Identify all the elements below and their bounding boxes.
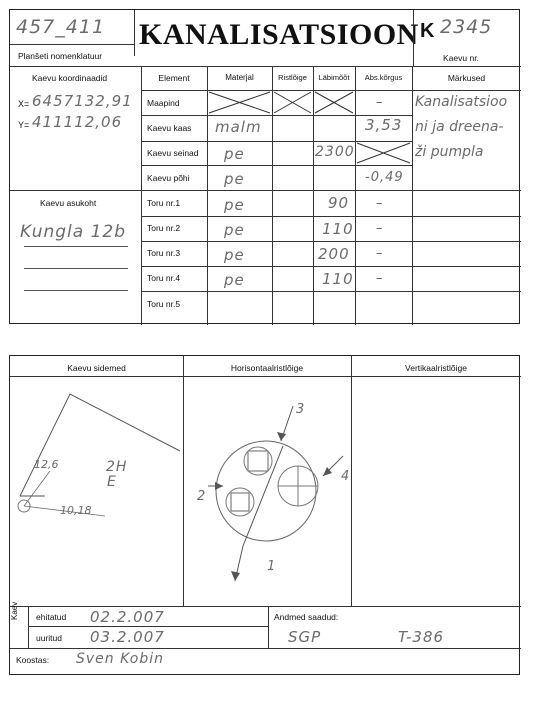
measured-label: uuritud [36, 633, 62, 643]
well-number: 2345 [440, 16, 493, 38]
well-card-top [9, 9, 520, 324]
toru-4-abs-height: – [376, 271, 384, 286]
pipe-label-2: 2 [197, 489, 207, 504]
well-number-label: Kaevu nr. [443, 53, 479, 63]
building-label-2: E [107, 474, 117, 490]
connections-sketch [10, 376, 183, 606]
data-source-label: Andmed saadud: [274, 612, 339, 622]
built-value: 02.2.007 [90, 608, 165, 626]
toru-2-abs-height: – [376, 221, 384, 236]
pipe-label-4: 4 [341, 469, 351, 484]
row-toru-3-label: Toru nr.3 [147, 248, 181, 258]
row-toru-4-label: Toru nr.4 [147, 273, 181, 283]
built-label: ehitatud [36, 612, 67, 622]
seinad-crossed-cell [355, 141, 412, 165]
toru-3-material: pe [224, 246, 245, 264]
page-title: KANALISATSIOON [139, 18, 419, 51]
distance-2: 10,18 [60, 504, 92, 517]
row-kaevu-seinad-label: Kaevu seinad [147, 148, 199, 158]
measured-value: 03.2.007 [90, 628, 165, 646]
col-material-header: Materjal [225, 73, 254, 82]
author-label: Koostas: [16, 655, 50, 665]
toru-1-abs-height: – [376, 196, 384, 211]
location-value: Kungla 12b [20, 222, 126, 242]
kaas-abs-height: 3,53 [365, 116, 403, 134]
sheet-number: 457_411 [16, 16, 106, 38]
data-source-code: T-386 [398, 628, 445, 646]
maapind-crossed-cells [207, 90, 355, 115]
pohi-material: pe [224, 170, 245, 188]
kaas-material: malm [215, 118, 262, 136]
maapind-abs-height: – [376, 95, 384, 110]
author-value: Sven Kobin [76, 651, 165, 667]
connections-label: Kaevu sidemed [67, 363, 126, 373]
toru-2-diameter: 110 [322, 220, 354, 238]
vertical-section-label: Vertikaalristlõige [405, 363, 467, 373]
toru-1-material: pe [224, 196, 245, 214]
notes-line-3: ži pumpla [415, 144, 484, 160]
toru-3-diameter: 200 [318, 245, 350, 263]
toru-3-abs-height: – [376, 246, 384, 261]
row-maapind-label: Maapind [147, 98, 180, 108]
col-notes-header: Märkused [447, 73, 486, 83]
seinad-material: pe [224, 145, 245, 163]
well-card-bottom [9, 355, 520, 675]
col-diameter-header: Läbimõõt [318, 73, 350, 82]
horizontal-section-label: Horisontaalristlõige [230, 363, 304, 373]
toru-2-material: pe [224, 221, 245, 239]
seinad-diameter: 2300 [315, 144, 355, 160]
toru-4-diameter: 110 [322, 270, 354, 288]
x-prefix: X= [18, 99, 30, 109]
distance-1: 12,6 [34, 458, 59, 471]
coordinates-label: Kaevu koordinaadid [32, 73, 108, 83]
col-abs-height-header: Abs.kõrgus [364, 73, 403, 82]
col-element-header: Element [158, 73, 190, 83]
notes-line-1: Kanalisatsioo [415, 94, 508, 110]
data-source-value: SGP [288, 628, 322, 646]
col-cross-section-header: Ristlõige [278, 73, 307, 82]
pohi-abs-height: -0,49 [365, 170, 404, 185]
toru-1-diameter: 90 [328, 194, 350, 212]
y-coordinate: 411112,06 [32, 113, 123, 131]
notes-line-2: ni ja dreena- [415, 119, 504, 135]
row-kaevu-pohi-label: Kaevu põhi [147, 173, 190, 183]
toru-4-material: pe [224, 271, 245, 289]
sheet-label: Planšeti nomenklatuur [18, 51, 103, 61]
row-toru-5-label: Toru nr.5 [147, 299, 181, 309]
row-toru-1-label: Toru nr.1 [147, 198, 181, 208]
building-label-1: 2H [106, 459, 128, 475]
location-label: Kaevu asukoht [40, 198, 97, 208]
row-kaevu-kaas-label: Kaevu kaas [147, 123, 192, 133]
pipe-label-3: 3 [296, 402, 306, 417]
kaev-vertical-label: Kaev [10, 601, 19, 620]
row-toru-2-label: Toru nr.2 [147, 223, 181, 233]
pipe-label-1: 1 [267, 559, 277, 574]
x-coordinate: 6457132,91 [32, 92, 133, 110]
well-prefix: K [420, 20, 435, 42]
y-prefix: Y= [18, 120, 30, 130]
